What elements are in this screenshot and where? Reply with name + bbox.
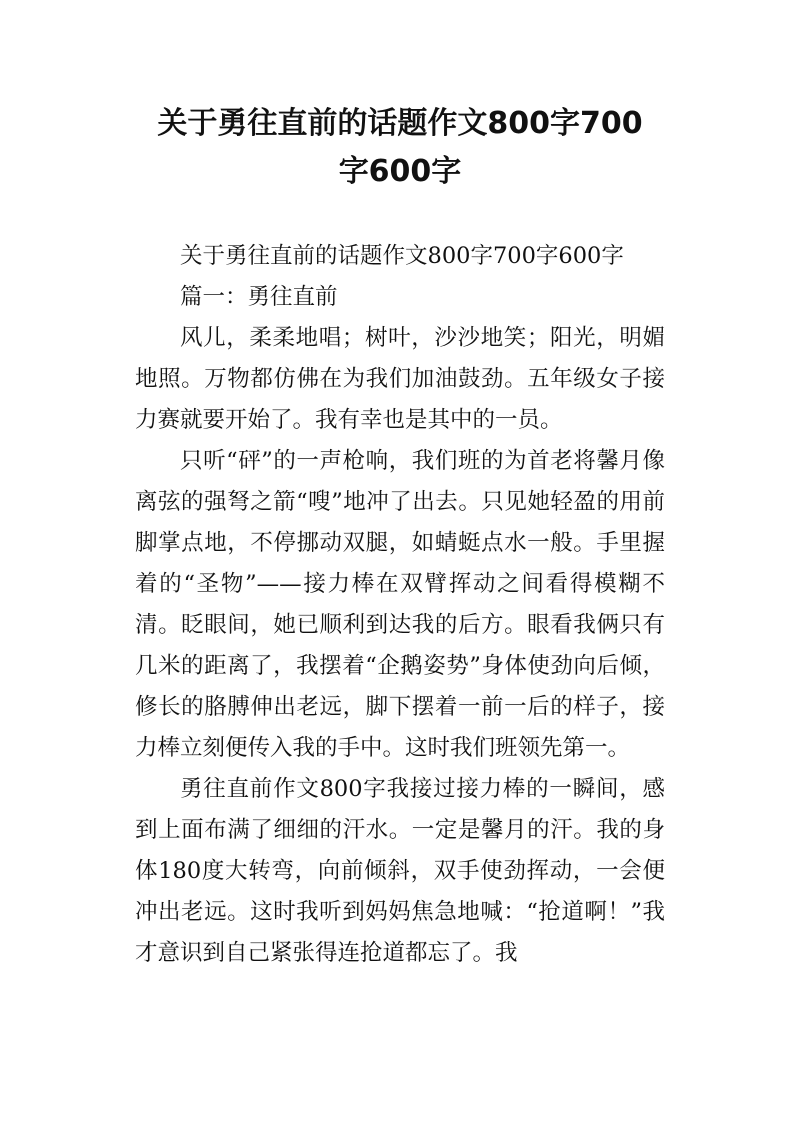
title-line-1: 关于勇往直前的话题作文800字700 xyxy=(157,106,643,141)
paragraph: 只听“砰”的一声枪响，我们班的为首老将馨月像离弦的强弩之箭“嗖”地冲了出去。只见她轻盈的用前脚掌点地，不停挪动双腿，如蜻蜓点水一般。手里握着的“圣物”——接力棒在双臂挥动之间看得模糊不清。眨眼间，她已顺利到达我的后方。眼看我俩只有几米的距离了，我摆着“企鹅姿势”身体使劲向后倾，修长的胳膊伸出老远，脚下摆着一前一后的样子，接力棒立刻便传入我的手中。这时我们班领先第一。 xyxy=(135,448,665,761)
document-body xyxy=(135,236,665,974)
title-line-2: 字600字 xyxy=(338,154,462,189)
paragraph-heading: 关于勇往直前的话题作文800字700字600字 xyxy=(180,243,624,269)
paragraph-section-title: 篇一：勇往直前 xyxy=(180,284,338,310)
paragraph: 风儿，柔柔地唱；树叶，沙沙地笑；阳光，明媚地照。万物都仿佛在为我们加油鼓劲。五年级女子接力赛就要开始了。我有幸也是其中的一员。 xyxy=(135,325,665,433)
paragraph: 勇往直前作文800字我接过接力棒的一瞬间，感到上面布满了细细的汗水。一定是馨月的汗。我的身体180度大转弯，向前倾斜，双手使劲挥动，一会便冲出老远。这时我听到妈妈焦急地喊：“抢道啊！”我才意识到自己紧张得连抢道都忘了。我 xyxy=(135,776,665,966)
document-title xyxy=(120,100,680,196)
